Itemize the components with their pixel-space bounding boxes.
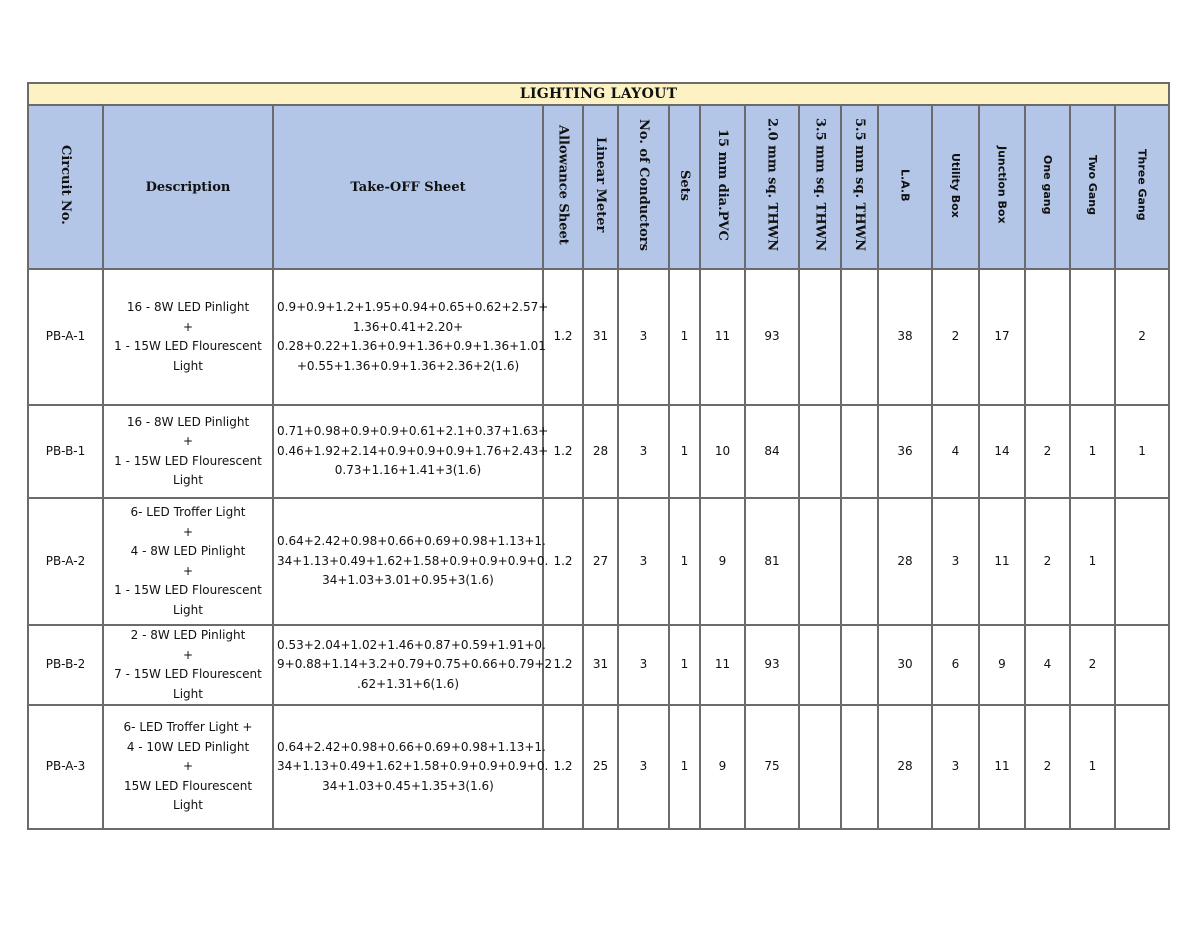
circuit-no-cell: PB-A-2	[28, 498, 103, 625]
sets-cell: 1	[669, 405, 700, 498]
sets-cell: 1	[669, 625, 700, 705]
circuit-no-cell: PB-A-3	[28, 705, 103, 829]
lighting-layout-sheet	[27, 82, 1169, 830]
header-no-of-conductors: No. of Conductors	[618, 105, 669, 269]
linear-meter-cell: 28	[583, 405, 618, 498]
thwn-3-5mm-cell	[799, 269, 841, 405]
utility-box-cell: 3	[932, 705, 979, 829]
pvc-cell: 11	[700, 269, 745, 405]
circuit-no-cell: PB-B-1	[28, 405, 103, 498]
utility-box-cell: 2	[932, 269, 979, 405]
junction-box-cell: 9	[979, 625, 1025, 705]
thwn-3-5mm-cell	[799, 405, 841, 498]
lighting-layout-table	[27, 82, 1170, 830]
conductors-cell: 3	[618, 405, 669, 498]
allowance-cell: 1.2	[543, 498, 583, 625]
junction-box-cell: 14	[979, 405, 1025, 498]
table-row	[28, 498, 1169, 625]
conductors-cell: 3	[618, 498, 669, 625]
junction-box-cell: 11	[979, 498, 1025, 625]
junction-box-cell: 11	[979, 705, 1025, 829]
thwn-5-5mm-cell	[841, 498, 878, 625]
allowance-cell: 1.2	[543, 705, 583, 829]
thwn-5-5mm-cell	[841, 625, 878, 705]
lab-cell: 30	[878, 625, 932, 705]
pvc-cell: 9	[700, 705, 745, 829]
header-row	[28, 105, 1169, 269]
takeoff-cell: 0.71+0.98+0.9+0.9+0.61+2.1+0.37+1.63+ 0.46+1.92+2.14+0.9+0.9+0.9+1.76+2.43+ 0.73+1.16+1.41+3(1.6)	[273, 405, 543, 498]
circuit-no-cell: PB-B-2	[28, 625, 103, 705]
two-gang-cell: 1	[1070, 498, 1115, 625]
header-sets: Sets	[669, 105, 700, 269]
allowance-cell: 1.2	[543, 269, 583, 405]
thwn-2mm-cell: 93	[745, 269, 799, 405]
three-gang-cell	[1115, 705, 1169, 829]
thwn-2mm-cell: 75	[745, 705, 799, 829]
header-5-5mm-thwn: 5.5 mm sq. THWN	[841, 105, 878, 269]
takeoff-cell: 0.64+2.42+0.98+0.66+0.69+0.98+1.13+1. 34+1.13+0.49+1.62+1.58+0.9+0.9+0.9+0. 34+1.03+3.01+0.95+3(1.6)	[273, 498, 543, 625]
lab-cell: 38	[878, 269, 932, 405]
allowance-cell: 1.2	[543, 405, 583, 498]
thwn-2mm-cell: 81	[745, 498, 799, 625]
thwn-3-5mm-cell	[799, 705, 841, 829]
sets-cell: 1	[669, 498, 700, 625]
two-gang-cell	[1070, 269, 1115, 405]
description-cell: 2 - 8W LED Pinlight + 7 - 15W LED Flourescent Light	[103, 625, 273, 705]
header-description: Description	[103, 105, 273, 269]
one-gang-cell: 2	[1025, 498, 1070, 625]
header-15mm-pvc: 15 mm dia.PVC	[700, 105, 745, 269]
linear-meter-cell: 31	[583, 625, 618, 705]
description-cell: 16 - 8W LED Pinlight + 1 - 15W LED Flourescent Light	[103, 405, 273, 498]
utility-box-cell: 4	[932, 405, 979, 498]
conductors-cell: 3	[618, 705, 669, 829]
one-gang-cell	[1025, 269, 1070, 405]
thwn-5-5mm-cell	[841, 405, 878, 498]
two-gang-cell: 2	[1070, 625, 1115, 705]
three-gang-cell	[1115, 498, 1169, 625]
three-gang-cell: 1	[1115, 405, 1169, 498]
takeoff-cell: 0.64+2.42+0.98+0.66+0.69+0.98+1.13+1. 34+1.13+0.49+1.62+1.58+0.9+0.9+0.9+0. 34+1.03+0.45+1.35+3(1.6)	[273, 705, 543, 829]
sets-cell: 1	[669, 269, 700, 405]
description-cell: 16 - 8W LED Pinlight + 1 - 15W LED Flourescent Light	[103, 269, 273, 405]
three-gang-cell	[1115, 625, 1169, 705]
table-row	[28, 625, 1169, 705]
header-utility-box: Utility Box	[932, 105, 979, 269]
table-row	[28, 705, 1169, 829]
description-cell: 6- LED Troffer Light + 4 - 10W LED Pinlight + 15W LED Flourescent Light	[103, 705, 273, 829]
circuit-no-cell: PB-A-1	[28, 269, 103, 405]
header-lab: L.A.B	[878, 105, 932, 269]
header-two-gang: Two Gang	[1070, 105, 1115, 269]
table-title: LIGHTING LAYOUT	[28, 83, 1169, 105]
three-gang-cell: 2	[1115, 269, 1169, 405]
header-one-gang: One gang	[1025, 105, 1070, 269]
header-allowance-sheet: Allowance Sheet	[543, 105, 583, 269]
two-gang-cell: 1	[1070, 705, 1115, 829]
utility-box-cell: 6	[932, 625, 979, 705]
allowance-cell: 1.2	[543, 625, 583, 705]
linear-meter-cell: 31	[583, 269, 618, 405]
takeoff-cell: 0.53+2.04+1.02+1.46+0.87+0.59+1.91+0. 9+0.88+1.14+3.2+0.79+0.75+0.66+0.79+2 .62+1.31+6(1.6)	[273, 625, 543, 705]
junction-box-cell: 17	[979, 269, 1025, 405]
pvc-cell: 11	[700, 625, 745, 705]
thwn-5-5mm-cell	[841, 269, 878, 405]
thwn-5-5mm-cell	[841, 705, 878, 829]
header-takeoff-sheet: Take-OFF Sheet	[273, 105, 543, 269]
thwn-3-5mm-cell	[799, 625, 841, 705]
linear-meter-cell: 27	[583, 498, 618, 625]
header-linear-meter: Linear Meter	[583, 105, 618, 269]
conductors-cell: 3	[618, 269, 669, 405]
linear-meter-cell: 25	[583, 705, 618, 829]
header-3-5mm-thwn: 3.5 mm sq. THWN	[799, 105, 841, 269]
description-cell: 6- LED Troffer Light + 4 - 8W LED Pinlight + 1 - 15W LED Flourescent Light	[103, 498, 273, 625]
one-gang-cell: 2	[1025, 405, 1070, 498]
thwn-2mm-cell: 84	[745, 405, 799, 498]
header-three-gang: Three Gang	[1115, 105, 1169, 269]
conductors-cell: 3	[618, 625, 669, 705]
table-row	[28, 405, 1169, 498]
header-junction-box: Junction Box	[979, 105, 1025, 269]
two-gang-cell: 1	[1070, 405, 1115, 498]
table-row	[28, 269, 1169, 405]
pvc-cell: 9	[700, 498, 745, 625]
takeoff-cell: 0.9+0.9+1.2+1.95+0.94+0.65+0.62+2.57+ 1.36+0.41+2.20+ 0.28+0.22+1.36+0.9+1.36+0.9+1.36+1.01 +0.55+1.36+0.9+1.36+2.36+2(1.6)	[273, 269, 543, 405]
lab-cell: 28	[878, 705, 932, 829]
thwn-2mm-cell: 93	[745, 625, 799, 705]
one-gang-cell: 2	[1025, 705, 1070, 829]
utility-box-cell: 3	[932, 498, 979, 625]
header-2mm-thwn: 2.0 mm sq. THWN	[745, 105, 799, 269]
sets-cell: 1	[669, 705, 700, 829]
thwn-3-5mm-cell	[799, 498, 841, 625]
lab-cell: 36	[878, 405, 932, 498]
one-gang-cell: 4	[1025, 625, 1070, 705]
pvc-cell: 10	[700, 405, 745, 498]
header-circuit-no: Circuit No.	[28, 105, 103, 269]
lab-cell: 28	[878, 498, 932, 625]
